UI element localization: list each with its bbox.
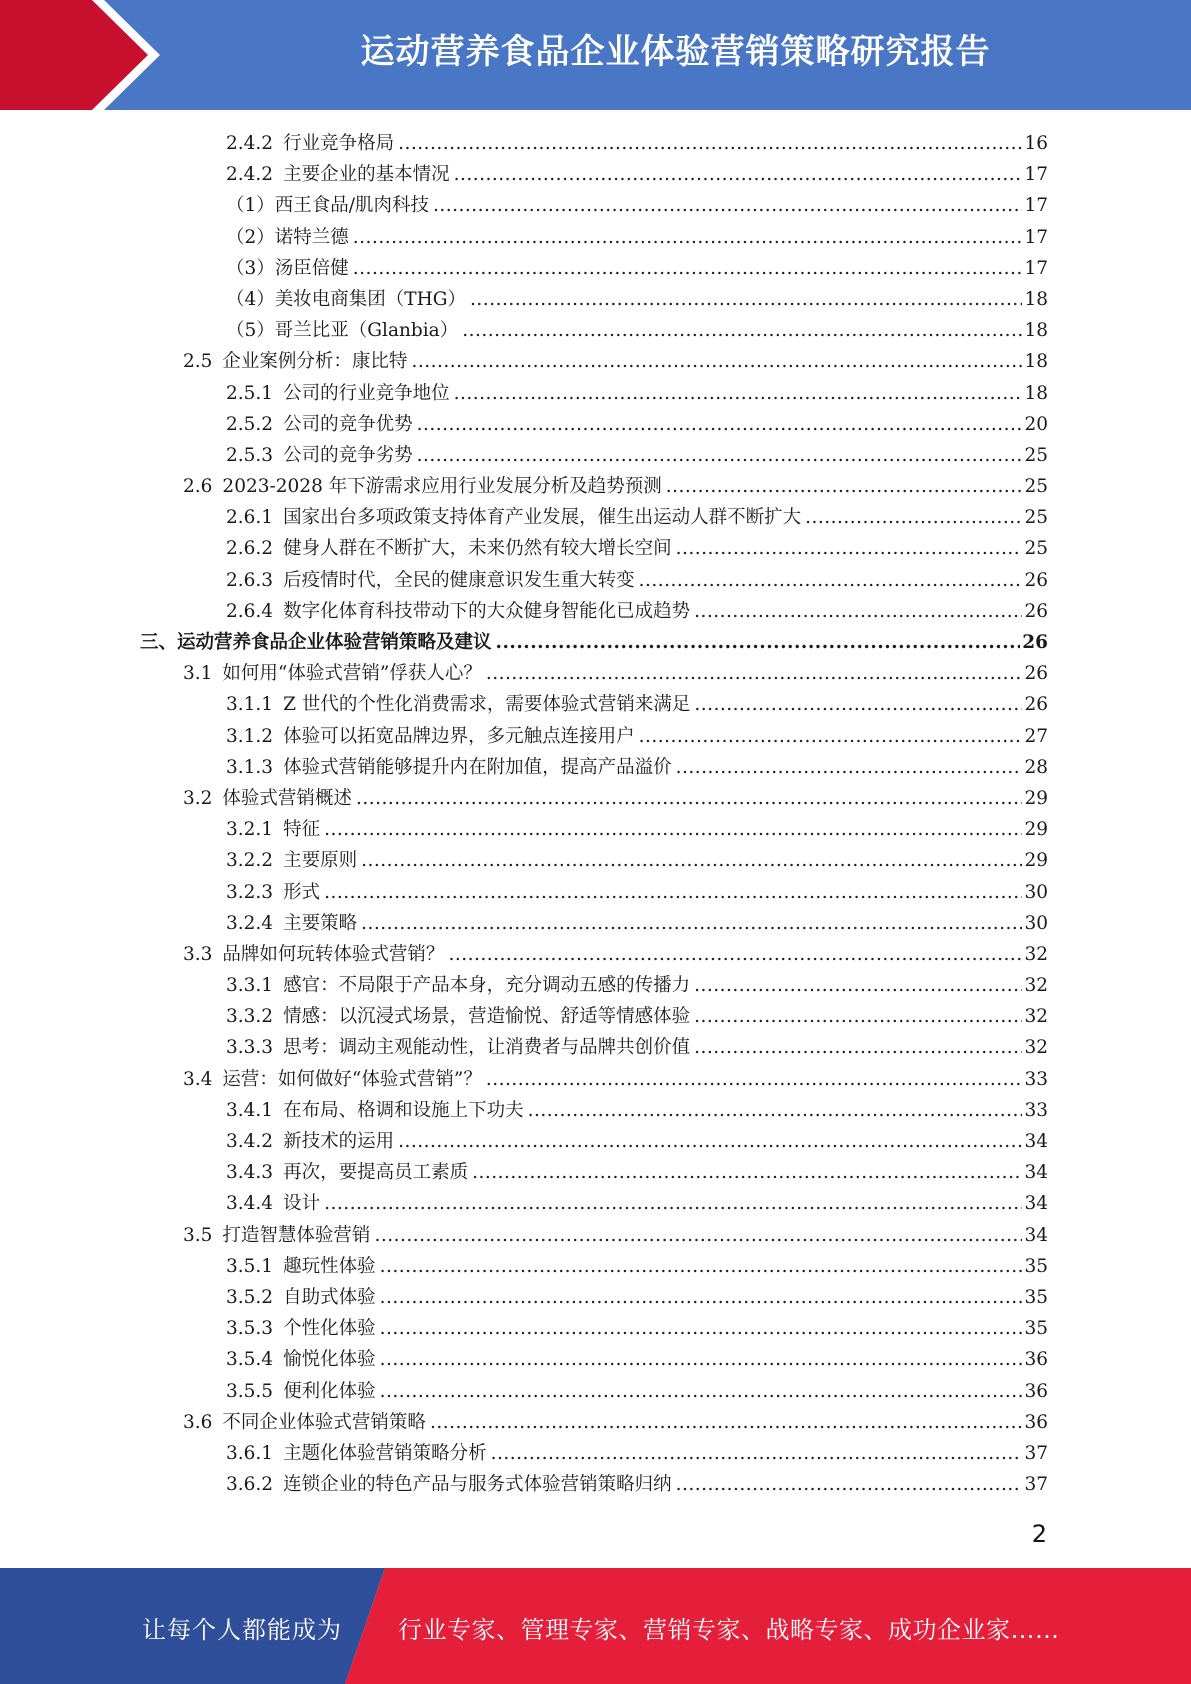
toc-entry-title: 哥兰比亚（Glanbia）	[274, 320, 459, 342]
toc-entry-page: 26	[1024, 569, 1048, 591]
toc-entry-number: 3.5.4	[226, 1349, 274, 1371]
toc-entry-number: 3.6	[183, 1411, 213, 1433]
toc-entry-number: 3.5	[183, 1224, 213, 1246]
toc-entry-title: 汤臣倍健	[274, 257, 349, 279]
toc-entry[interactable]	[140, 1344, 1048, 1375]
toc-entry[interactable]	[140, 1032, 1048, 1063]
toc-entry-title: 后疫情时代，全民的健康意识发生重大转变	[283, 569, 635, 591]
toc-entry[interactable]	[140, 1438, 1048, 1469]
toc-entry-page: 16	[1024, 133, 1048, 154]
toc-entry[interactable]	[140, 752, 1048, 783]
toc-dot-leader	[528, 1095, 1023, 1126]
toc-dot-leader	[454, 159, 1023, 190]
toc-entry[interactable]	[140, 877, 1048, 908]
toc-entry-title: 品牌如何玩转体验式营销？	[222, 943, 445, 965]
toc-entry-number: 3.3.2	[226, 1006, 274, 1028]
toc-entry[interactable]	[140, 1001, 1048, 1032]
toc-entry-number: 3.4.1	[226, 1099, 274, 1121]
toc-entry[interactable]	[140, 128, 1048, 159]
toc-entry-page: 34	[1024, 1162, 1048, 1184]
toc-entry-title: 主要原则	[283, 850, 358, 872]
toc-dot-leader	[486, 1064, 1023, 1095]
toc-dot-leader	[411, 346, 1022, 377]
toc-entry-title: 主要企业的基本情况	[283, 164, 450, 186]
toc-dot-leader	[676, 1469, 1023, 1500]
toc-entry-number: 3.1.3	[226, 756, 274, 778]
toc-entry-number: 3.2.4	[226, 912, 274, 934]
toc-entry-number: 3.5.5	[226, 1380, 274, 1402]
toc-entry-page: 26	[1024, 663, 1048, 685]
toc-entry-page: 17	[1024, 257, 1048, 279]
toc-entry-title: 公司的竞争劣势	[283, 444, 413, 466]
toc-entry-number: 2.4.2	[226, 164, 274, 186]
toc-entry[interactable]	[140, 721, 1048, 752]
toc-entry-page: 25	[1024, 507, 1048, 529]
toc-entry-number: 2.6.2	[226, 538, 274, 560]
toc-entry-number: （4）	[226, 288, 275, 310]
toc-entry[interactable]	[140, 1188, 1048, 1219]
toc-entry-number: （5）	[226, 320, 275, 342]
toc-entry[interactable]	[140, 845, 1048, 876]
toc-entry-page: 25	[1024, 538, 1048, 560]
toc-dot-leader	[470, 284, 1022, 315]
toc-entry-number: 3.2	[183, 787, 213, 809]
toc-entry-number: 2.5.1	[226, 382, 274, 404]
toc-entry-page: 33	[1024, 1068, 1048, 1090]
toc-entry-number: 3.4.3	[226, 1162, 274, 1184]
toc-entry-page: 17	[1024, 164, 1048, 186]
toc-entry[interactable]	[140, 1407, 1048, 1438]
toc-entry-title: 美妆电商集团（THG）	[274, 288, 467, 310]
toc-entry-number: （2）	[226, 226, 275, 248]
toc-entry-number: 2.5	[183, 351, 213, 373]
toc-entry[interactable]	[140, 565, 1048, 596]
toc-entry-number: 3.2.1	[226, 819, 274, 841]
toc-entry[interactable]	[140, 689, 1048, 720]
toc-entry-page: 32	[1024, 975, 1048, 997]
toc-entry-number: 2.6.4	[226, 600, 274, 622]
toc-entry[interactable]	[140, 1251, 1048, 1282]
toc-entry-page: 18	[1024, 351, 1048, 373]
toc-dot-leader	[361, 908, 1022, 939]
toc-entry-page: 18	[1024, 320, 1048, 342]
toc-entry-number: 3.3.1	[226, 975, 274, 997]
toc-entry[interactable]	[140, 970, 1048, 1001]
toc-entry-title: 在布局、格调和设施上下功夫	[283, 1099, 524, 1121]
toc-entry-page: 20	[1024, 413, 1048, 435]
toc-dot-leader	[374, 1220, 1022, 1251]
toc-entry[interactable]	[140, 1469, 1048, 1500]
toc-entry-title: 2023-2028 年下游需求应用行业发展分析及趋势预测	[222, 476, 662, 498]
toc-entry[interactable]	[140, 1126, 1048, 1157]
toc-dot-leader	[448, 939, 1022, 970]
toc-entry-page: 29	[1024, 787, 1048, 809]
toc-entry-number: 3.1.2	[226, 725, 274, 747]
toc-dot-leader	[353, 253, 1023, 284]
toc-entry-page: 35	[1024, 1286, 1048, 1308]
report-title: 运动营养食品企业体验营销策略研究报告	[360, 32, 991, 72]
toc-entry-title: 愉悦化体验	[283, 1349, 376, 1371]
toc-entry-title: 主要策略	[283, 912, 358, 934]
toc-entry-number: 2.5.3	[226, 444, 274, 466]
toc-entry-title: 不同企业体验式营销策略	[222, 1411, 426, 1433]
toc-entry-number: 3.4	[183, 1068, 213, 1090]
toc-entry[interactable]	[140, 253, 1048, 284]
toc-entry[interactable]	[140, 222, 1048, 253]
toc-entry[interactable]	[140, 1376, 1048, 1407]
footer-slogan-right: 行业专家、管理专家、营销专家、战略专家、成功企业家……	[398, 1616, 1060, 1644]
toc-entry-title: 健身人群在不断扩大，未来仍然有较大增长空间	[283, 538, 672, 560]
toc-entry-number: （3）	[226, 257, 275, 279]
toc-dot-leader	[380, 1282, 1023, 1313]
toc-dot-leader	[694, 596, 1022, 627]
toc-entry-page: 32	[1024, 1006, 1048, 1028]
toc-dot-leader	[430, 1407, 1023, 1438]
page-footer	[0, 1568, 1191, 1684]
toc-entry-page: 34	[1024, 1131, 1048, 1152]
toc-entry-page: 33	[1024, 1099, 1048, 1121]
toc-entry-page: 17	[1024, 195, 1048, 217]
toc-entry-title: 企业案例分析：康比特	[222, 351, 408, 373]
toc-dot-leader	[353, 222, 1023, 253]
toc-entry-number: 2.5.2	[226, 413, 274, 435]
toc-dot-leader	[694, 970, 1022, 1001]
toc-entry[interactable]	[140, 284, 1048, 315]
toc-entry-title: 诺特兰德	[274, 226, 349, 248]
toc-entry[interactable]	[140, 783, 1048, 814]
toc-entry[interactable]	[140, 346, 1048, 377]
toc-entry-page: 26	[1022, 632, 1048, 653]
toc-entry-number: 3.1.1	[226, 694, 274, 716]
toc-entry-page: 29	[1024, 819, 1048, 841]
toc-dot-leader	[639, 565, 1023, 596]
toc-entry-number: 三、	[140, 632, 178, 653]
toc-entry-number: 3.3	[183, 943, 213, 965]
toc-dot-leader	[454, 378, 1023, 409]
toc-entry-number: 3.5.2	[226, 1286, 274, 1308]
toc-entry-title: 行业竞争格局	[283, 133, 395, 154]
toc-entry[interactable]	[140, 596, 1048, 627]
toc-dot-leader	[496, 627, 1021, 658]
toc-entry-number: （1）	[226, 195, 275, 217]
toc-entry-title: 公司的竞争优势	[283, 413, 413, 435]
toc-dot-leader	[694, 1001, 1022, 1032]
toc-entry-title: 形式	[283, 881, 321, 903]
toc-dot-leader	[324, 814, 1022, 845]
toc-entry-title: 数字化体育科技带动下的大众健身智能化已成趋势	[283, 600, 691, 622]
toc-entry-title: 公司的行业竞争地位	[283, 382, 450, 404]
toc-entry-title: 运营：如何做好“体验式营销”？	[222, 1068, 482, 1090]
toc-entry[interactable]	[140, 159, 1048, 190]
toc-dot-leader	[676, 752, 1023, 783]
toc-entry-title: 体验式营销概述	[222, 787, 352, 809]
page-header	[0, 0, 1191, 110]
toc-entry-page: 27	[1024, 725, 1048, 747]
toc-dot-leader	[417, 440, 1023, 471]
toc-entry-number: 2.6.3	[226, 569, 274, 591]
toc-dot-leader	[380, 1313, 1023, 1344]
toc-entry-title: 如何用“体验式营销”俘获人心？	[222, 663, 482, 685]
toc-entry-number: 2.4.2	[226, 133, 274, 154]
toc-entry-number: 3.3.3	[226, 1037, 274, 1059]
toc-dot-leader	[398, 128, 1022, 159]
toc-dot-leader	[398, 1126, 1022, 1157]
toc-entry[interactable]	[140, 502, 1048, 533]
toc-entry-number: 3.6.1	[226, 1442, 274, 1464]
toc-entry[interactable]	[140, 814, 1048, 845]
toc-entry[interactable]	[140, 939, 1048, 970]
toc-entry-page: 36	[1024, 1349, 1048, 1371]
toc-entry[interactable]	[140, 409, 1048, 440]
toc-entry-title: 便利化体验	[283, 1380, 376, 1402]
toc-entry[interactable]	[140, 1157, 1048, 1188]
toc-entry-title: 设计	[283, 1193, 321, 1215]
toc-entry-page: 18	[1024, 382, 1048, 404]
toc-dot-leader	[361, 845, 1022, 876]
toc-entry-title: 自助式体验	[283, 1286, 376, 1308]
toc-entry[interactable]	[140, 1220, 1048, 1251]
toc-entry-title: 思考：调动主观能动性，让消费者与品牌共创价值	[283, 1037, 691, 1059]
toc-entry-title: 再次，要提高员工素质	[283, 1162, 469, 1184]
toc-dot-leader	[491, 1438, 1023, 1469]
toc-entry-number: 3.5.1	[226, 1255, 274, 1277]
toc-entry-title: 感官：不局限于产品本身，充分调动五感的传播力	[283, 975, 691, 997]
page-number: 2	[1031, 1520, 1047, 1548]
toc-entry-page: 34	[1024, 1193, 1048, 1215]
toc-entry-page: 17	[1024, 226, 1048, 248]
toc-entry-page: 37	[1024, 1474, 1048, 1496]
toc-entry-page: 34	[1024, 1224, 1048, 1246]
toc-entry-page: 18	[1024, 288, 1048, 310]
footer-slogan-left: 让每个人都能成为	[142, 1616, 342, 1644]
toc-dot-leader	[380, 1376, 1023, 1407]
toc-entry-page: 32	[1024, 943, 1048, 965]
toc-entry-number: 3.2.3	[226, 881, 274, 903]
toc-entry-title: 打造智慧体验营销	[222, 1224, 371, 1246]
toc-entry-number: 2.6.1	[226, 507, 274, 529]
toc-entry[interactable]	[140, 1282, 1048, 1313]
toc-entry[interactable]	[140, 1313, 1048, 1344]
toc-entry-page: 36	[1024, 1411, 1048, 1433]
toc-entry-page: 25	[1024, 476, 1048, 498]
toc-entry-title: 特征	[283, 819, 321, 841]
toc-entry[interactable]	[140, 378, 1048, 409]
toc-entry-number: 3.4.2	[226, 1131, 274, 1152]
toc-entry-page: 30	[1024, 912, 1048, 934]
toc-dot-leader	[639, 721, 1023, 752]
toc-entry[interactable]	[140, 627, 1048, 658]
toc-dot-leader	[694, 689, 1022, 720]
toc-entry[interactable]	[140, 658, 1048, 689]
toc-entry-number: 3.1	[183, 663, 213, 685]
toc-dot-leader	[462, 315, 1022, 346]
toc-entry-title: 新技术的运用	[283, 1131, 395, 1152]
toc-entry-title: 运动营养食品企业体验营销策略及建议	[177, 632, 492, 653]
toc-entry-page: 28	[1024, 756, 1048, 778]
toc-entry-page: 25	[1024, 444, 1048, 466]
toc-entry-number: 3.5.3	[226, 1318, 274, 1340]
toc-dot-leader	[356, 783, 1023, 814]
toc-entry-title: Z 世代的个性化消费需求，需要体验式营销来满足	[283, 694, 691, 716]
toc-dot-leader	[380, 1251, 1023, 1282]
toc-dot-leader	[472, 1157, 1022, 1188]
toc-entry[interactable]	[140, 1064, 1048, 1095]
toc-dot-leader	[380, 1344, 1023, 1375]
toc-entry-title: 个性化体验	[283, 1318, 376, 1340]
toc-entry-title: 体验式营销能够提升内在附加值，提高产品溢价	[283, 756, 672, 778]
toc-entry-title: 体验可以拓宽品牌边界，多元触点连接用户	[283, 725, 635, 747]
toc-dot-leader	[676, 533, 1023, 564]
toc-entry-title: 连锁企业的特色产品与服务式体验营销策略归纳	[283, 1474, 672, 1496]
toc-entry-title: 主题化体验营销策略分析	[283, 1442, 487, 1464]
toc-entry[interactable]	[140, 440, 1048, 471]
toc-entry-page: 37	[1024, 1442, 1048, 1464]
toc-dot-leader	[324, 877, 1022, 908]
header-arrow-decoration	[0, 0, 200, 110]
toc-entry-page: 29	[1024, 850, 1048, 872]
table-of-contents	[140, 128, 1048, 1500]
toc-entry[interactable]	[140, 315, 1048, 346]
toc-entry-number: 3.2.2	[226, 850, 274, 872]
toc-entry[interactable]	[140, 1095, 1048, 1126]
toc-entry-title: 情感：以沉浸式场景，营造愉悦、舒适等情感体验	[283, 1006, 691, 1028]
toc-entry-page: 26	[1024, 694, 1048, 716]
toc-dot-leader	[805, 502, 1022, 533]
toc-dot-leader	[694, 1032, 1022, 1063]
toc-entry-title: 国家出台多项政策支持体育产业发展，催生出运动人群不断扩大	[283, 507, 802, 529]
toc-entry-number: 2.6	[183, 476, 213, 498]
toc-entry-page: 32	[1024, 1037, 1048, 1059]
toc-entry-page: 30	[1024, 881, 1048, 903]
toc-entry-title: 趣玩性体验	[283, 1255, 376, 1277]
toc-entry-page: 35	[1024, 1318, 1048, 1340]
toc-dot-leader	[324, 1188, 1022, 1219]
toc-dot-leader	[666, 471, 1023, 502]
toc-dot-leader	[486, 658, 1023, 689]
toc-dot-leader	[417, 409, 1023, 440]
toc-entry-page: 36	[1024, 1380, 1048, 1402]
toc-entry-number: 3.6.2	[226, 1474, 274, 1496]
toc-entry[interactable]	[140, 533, 1048, 564]
toc-entry[interactable]	[140, 190, 1048, 221]
toc-entry-page: 35	[1024, 1255, 1048, 1277]
toc-entry-number: 3.4.4	[226, 1193, 274, 1215]
toc-entry[interactable]	[140, 471, 1048, 502]
toc-entry-title: 西王食品/肌肉科技	[274, 195, 430, 217]
toc-entry-page: 26	[1024, 600, 1048, 622]
toc-entry[interactable]	[140, 908, 1048, 939]
toc-dot-leader	[433, 190, 1022, 221]
